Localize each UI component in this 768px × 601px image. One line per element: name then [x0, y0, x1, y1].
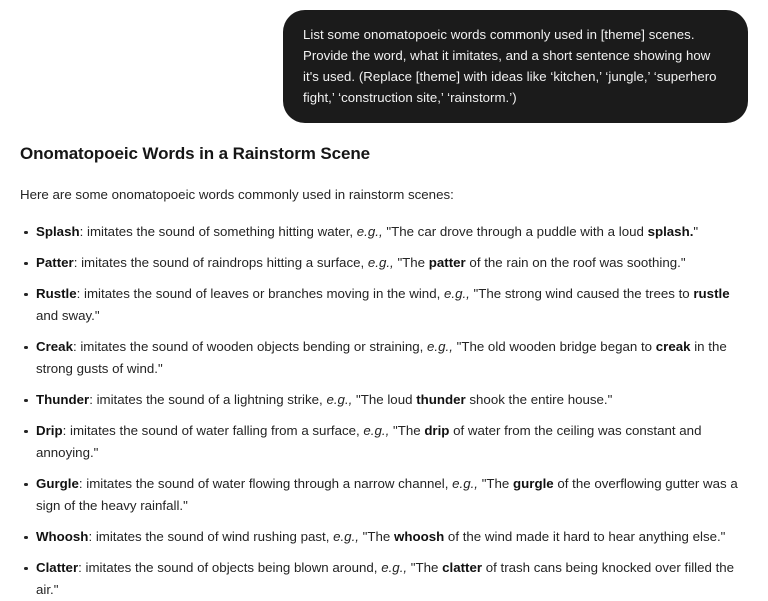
response-intro: Here are some onomatopoeic words commonly used in rainstorm scenes:: [20, 187, 454, 202]
example-highlight-word: splash.: [647, 224, 694, 239]
example-highlight-word: thunder: [416, 392, 466, 407]
eg-label: e.g.,: [427, 339, 453, 354]
word-definition: : imitates the sound of leaves or branches moving in the wind,: [76, 286, 444, 301]
example-highlight-word: patter: [428, 255, 466, 270]
example-text-after: of the overflowing gutter was a sign of the heavy rainfall.": [36, 476, 738, 513]
word-definition: : imitates the sound of something hitting water,: [79, 224, 357, 239]
example-text-after: in the strong gusts of wind.": [36, 339, 727, 376]
example-text-after: of the wind made it hard to hear anything else.": [444, 529, 726, 544]
example-text-before: "The: [389, 423, 425, 438]
example-highlight-word: whoosh: [394, 529, 445, 544]
list-item: [20, 557, 754, 601]
example-text-after: of the rain on the roof was soothing.": [465, 255, 686, 270]
eg-label: e.g.,: [381, 560, 408, 575]
example-text-after: shook the entire house.": [465, 392, 613, 407]
eg-label: e.g.,: [452, 476, 478, 491]
example-highlight-word: rustle: [693, 286, 730, 301]
eg-label: e.g.,: [443, 286, 470, 301]
word-term: Drip: [36, 423, 63, 438]
word-definition: : imitates the sound of wind rushing past,: [88, 529, 334, 544]
example-text-before: "The loud: [352, 392, 417, 407]
example-text-after: ": [693, 224, 699, 239]
example-text-before: "The: [478, 476, 514, 491]
list-item: [20, 389, 754, 411]
list-item: [20, 221, 754, 243]
list-item: [20, 283, 754, 327]
list-item: [20, 336, 754, 380]
word-definition: : imitates the sound of raindrops hitting a surface,: [73, 255, 368, 270]
word-term: Patter: [36, 255, 74, 270]
list-item: [20, 473, 754, 517]
eg-label: e.g.,: [356, 224, 383, 239]
example-text-before: "The: [407, 560, 443, 575]
user-prompt-bubble: List some onomatopoeic words commonly used in [theme] scenes. Provide the word, what it imitates, and a short sentence showing how it's used. (Replace [theme] with ideas like ‘kitchen,’ ‘jungle,’ ‘superhero fight,’ ‘construction site,’ ‘rainstorm.’): [283, 10, 748, 123]
user-message-row: [0, 0, 768, 123]
example-text-after: of water from the ceiling was constant and annoying.": [36, 423, 702, 460]
word-term: Rustle: [36, 286, 77, 301]
eg-label: e.g.,: [333, 529, 359, 544]
example-highlight-word: clatter: [442, 560, 483, 575]
example-highlight-word: creak: [655, 339, 691, 354]
word-definition: : imitates the sound of objects being blown around,: [78, 560, 382, 575]
list-item: [20, 526, 754, 548]
example-text-after: of trash cans being knocked over filled the air.": [36, 560, 735, 597]
word-definition: : imitates the sound of a lightning strike,: [89, 392, 327, 407]
word-definition: : imitates the sound of wooden objects bending or straining,: [72, 339, 428, 354]
example-text-before: "The car drove through a puddle with a loud: [382, 224, 648, 239]
word-term: Gurgle: [36, 476, 79, 491]
word-term: Splash: [36, 224, 80, 239]
eg-label: e.g.,: [363, 423, 390, 438]
word-definition: : imitates the sound of water falling from a surface,: [62, 423, 364, 438]
list-item: [20, 252, 754, 274]
example-highlight-word: gurgle: [513, 476, 554, 491]
example-text-before: "The: [393, 255, 429, 270]
word-definition: : imitates the sound of water flowing through a narrow channel,: [78, 476, 453, 491]
word-term: Thunder: [36, 392, 90, 407]
response-title: Onomatopoeic Words in a Rainstorm Scene: [20, 144, 371, 163]
list-item: [20, 420, 754, 464]
assistant-response: [0, 144, 768, 601]
example-highlight-word: drip: [424, 423, 450, 438]
onomatopoeia-list: [20, 221, 754, 601]
example-text-before: "The strong wind caused the trees to: [469, 286, 694, 301]
word-term: Clatter: [36, 560, 79, 575]
eg-label: e.g.,: [367, 255, 394, 270]
word-term: Creak: [36, 339, 73, 354]
example-text-before: "The old wooden bridge began to: [452, 339, 656, 354]
eg-label: e.g.,: [326, 392, 353, 407]
word-term: Whoosh: [36, 529, 89, 544]
example-text-before: "The: [358, 529, 394, 544]
example-text-after: and sway.": [36, 308, 100, 323]
